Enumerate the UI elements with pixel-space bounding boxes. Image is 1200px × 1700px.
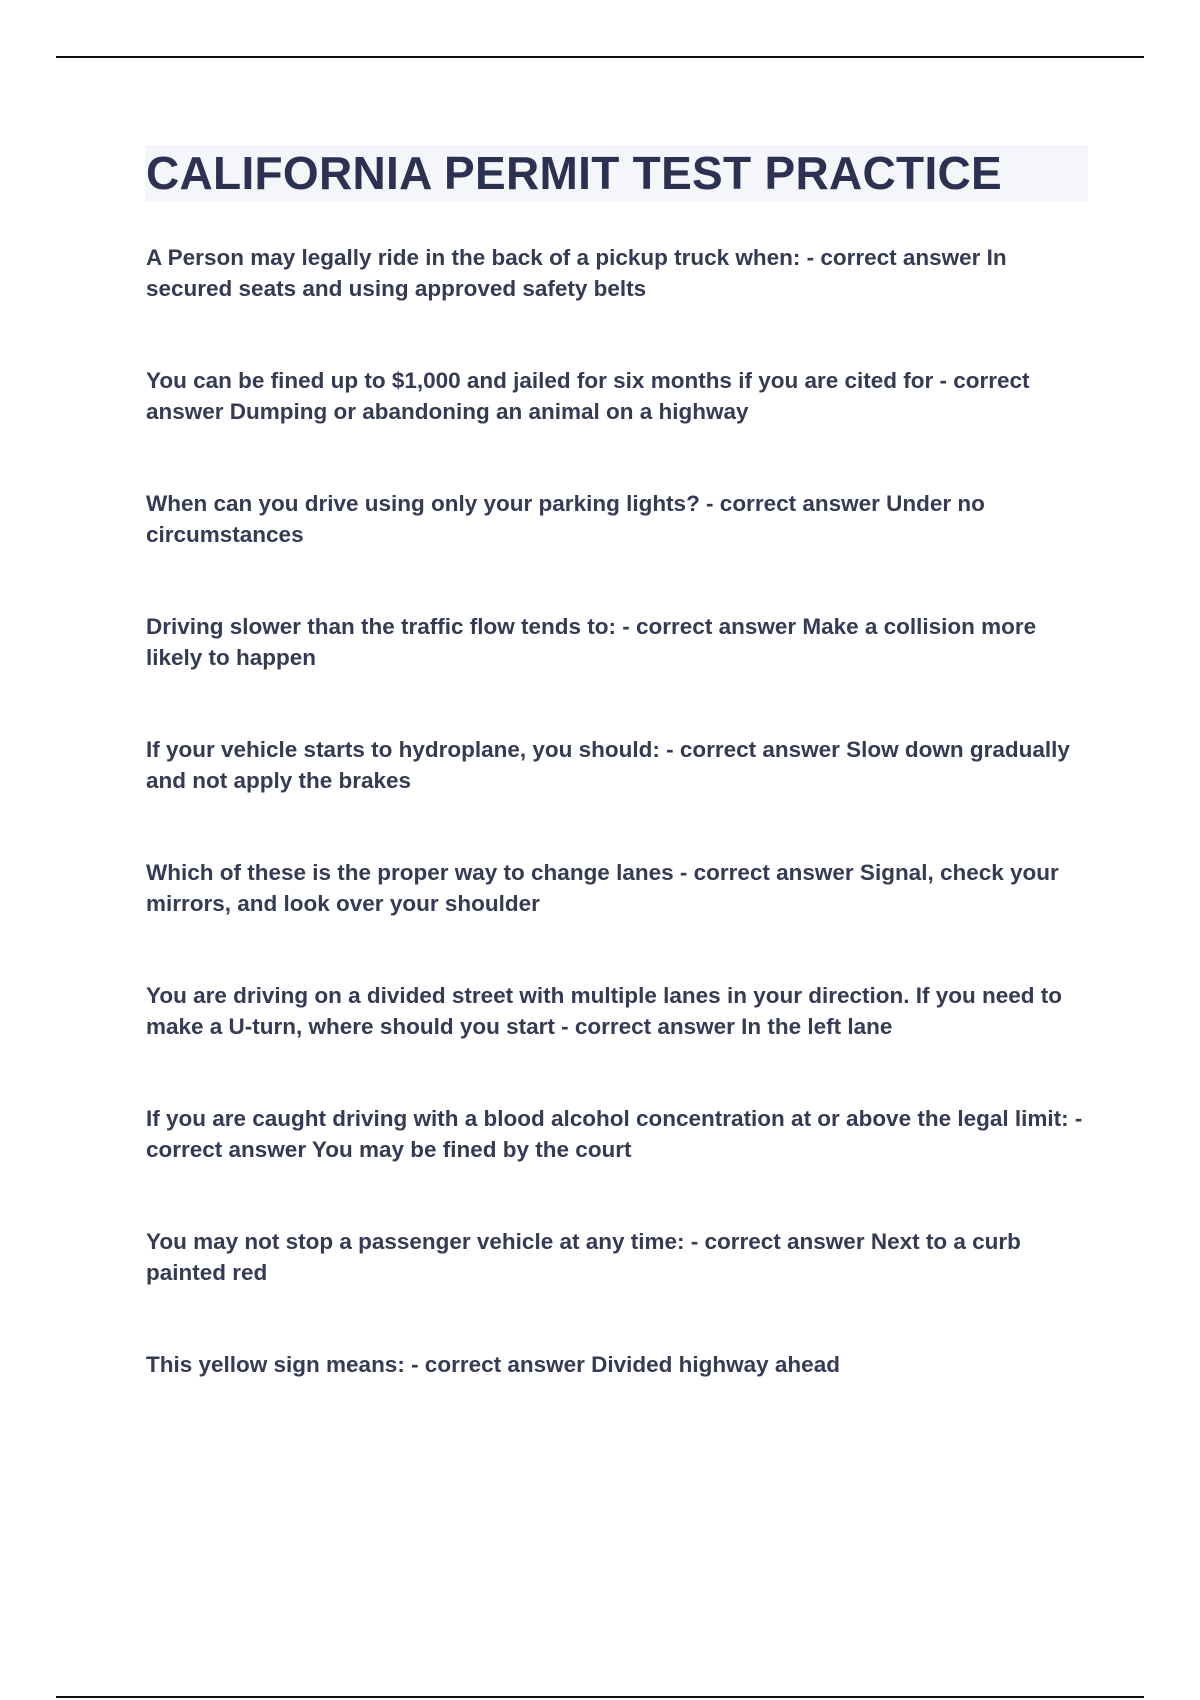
page-title: CALIFORNIA PERMIT TEST PRACTICE	[146, 147, 1003, 199]
list-item	[146, 734, 1096, 857]
question-answer-text: You may not stop a passenger vehicle at any time: - correct answer Next to a curb painted red	[146, 1229, 1021, 1285]
list-item	[146, 1103, 1096, 1226]
list-item	[146, 1349, 1096, 1472]
bottom-divider	[56, 1696, 1144, 1698]
list-item	[146, 980, 1096, 1103]
list-item	[146, 242, 1096, 365]
question-answer-text: When can you drive using only your parking lights? - correct answer Under no circumstances	[146, 491, 985, 547]
question-answer-text: This yellow sign means: - correct answer Divided highway ahead	[146, 1352, 840, 1377]
question-answer-text: Which of these is the proper way to change lanes - correct answer Signal, check your mirrors, and look over your shoulder	[146, 860, 1059, 916]
question-list	[146, 242, 1096, 1472]
list-item	[146, 611, 1096, 734]
list-item	[146, 1226, 1096, 1349]
list-item	[146, 488, 1096, 611]
top-divider	[56, 56, 1144, 58]
question-answer-text: You can be fined up to $1,000 and jailed for six months if you are cited for - correct answer Dumping or abandoning an animal on a highway	[146, 368, 1030, 424]
list-item	[146, 857, 1096, 980]
question-answer-text: You are driving on a divided street with multiple lanes in your direction. If you need to make a U-turn, where should you start - correct answer In the left lane	[146, 983, 1062, 1039]
question-answer-text: A Person may legally ride in the back of a pickup truck when: - correct answer In secured seats and using approved safety belts	[146, 245, 1007, 301]
question-answer-text: Driving slower than the traffic flow tends to: - correct answer Make a collision more likely to happen	[146, 614, 1037, 670]
question-answer-text: If you are caught driving with a blood alcohol concentration at or above the legal limit: - correct answer You may be fined by the court	[146, 1106, 1083, 1162]
question-answer-text: If your vehicle starts to hydroplane, you should: - correct answer Slow down gradually and not apply the brakes	[146, 737, 1070, 793]
list-item	[146, 365, 1096, 488]
